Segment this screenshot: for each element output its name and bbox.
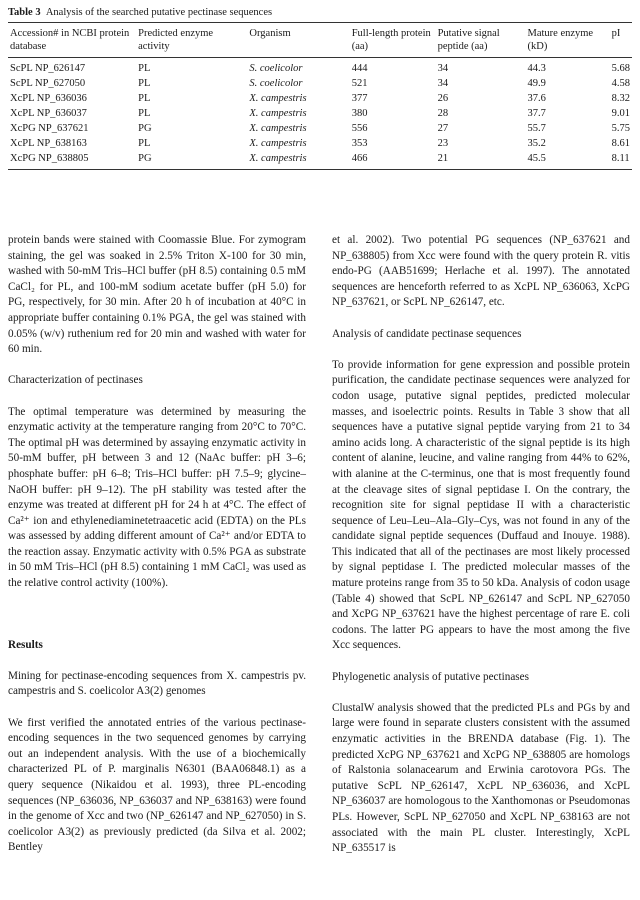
table-cell: 37.7 <box>527 108 546 119</box>
table-row <box>8 151 632 170</box>
table-caption-text: Analysis of the searched putative pectinase sequences <box>45 7 273 18</box>
left-column <box>8 233 306 856</box>
table-cell: 35.2 <box>527 138 546 149</box>
table-cell: 21 <box>436 151 526 170</box>
table-cell: 377 <box>351 93 368 104</box>
paragraph-analysis: To provide information for gene expression and possible protein purification, the candidate pectinase sequences were analyzed for codon usage, putative signal peptides, predicted molecular masses, and isoelectric points. Results in Table 3 show that all sequences have a putative signal peptide varying from 21 to 34 amino acids long. A characteristic of the signal peptide is its high content of alanine, leucine, and valine ranging from 44% to 62%, with alanine at the C-terminus, one that is most frequently found at the cleavage sites of signal peptidase I. On the contrary, the recognition site for signal peptidase II with a characteristic sequence of Leu–Leu–Ala–Gly–Cys, was not found in any of the candidate signal peptide sequences (Duffaud and Inouye. 1988). This indicated that all of the pectinases are most likely processed by signal peptidase I. The predicted molecular masses of the mature proteins range from 35 to 50 kDa. Analysis of codon usage (Table 4) showed that ScPL NP_626147 and ScPL NP_627050 and XcPG NP_637621 have the highest percentage of rare E. coli codons. The latter PG appears to have the most among the five Xcc sequences. <box>332 358 630 652</box>
table-cell: 444 <box>351 63 368 74</box>
paragraph-zymogram: protein bands were stained with Coomassie Blue. For zymogram staining, the gel was soaked in 2.5% Triton X-100 for 30 min, washed with 50-mM Tris–HCl buffer (pH 8.5) containing 0.5 mM CaCl₂ for PL, and 100-mM sodium acetate buffer (pH 5.0) for PG, respectively, for 30 min. After 20 h of incubation at 40°C in appropriate buffer containing 0.1% PGA, the gel was stained with 0.05% (w/v) ruthenium red for 20 min and washed with water for 60 min. <box>8 234 306 356</box>
table-cell: XcPL NP_636036 <box>10 93 87 104</box>
heading-results: Results <box>8 638 43 651</box>
table-row <box>8 58 632 77</box>
header-organism: Organism <box>247 23 349 58</box>
table-cell: 55.7 <box>527 123 546 134</box>
header-signal-peptide: Putative signal peptide (aa) <box>436 23 526 58</box>
paragraph-characterization: The optimal temperature was determined by measuring the enzymatic activity at the temperature ranging from 20°C to 70°C. The optimal pH was determined by assaying enzymatic activity in 50-mM buffer, pH between 3 and 12 (NaAc buffer: pH 3–6; phosphate buffer: pH 6–8; Tris–HCl buffer: pH 7.5–9; glycine–NaOH buffer: pH 9–12). The pH stability was tested after the enzyme was treated at different pH for 24 h at 4°C. The effect of Ca²⁺ ion and ethylenediaminetetraacetic acid (EDTA) on the PLs was assessed by adding different amount of Ca²⁺ and/or EDTA to the reaction assay. Enzymatic activity with 0.5% PGA as substrate in 50 mM Tris–HCl (pH 8.5) containing 1 mM CaCl₂ was used as the relative control activity (100%). <box>8 405 306 590</box>
table-cell: S. coelicolor <box>249 63 303 74</box>
table-row <box>8 121 632 136</box>
table-cell: PG <box>138 123 152 134</box>
table-cell: 8.61 <box>611 138 630 149</box>
header-pi: pI <box>610 23 632 58</box>
table-row <box>8 91 632 106</box>
table-cell: 34 <box>437 78 449 89</box>
header-mature-enzyme: Mature enzyme (kD) <box>526 23 610 58</box>
header-accession: Accession# in NCBI protein database <box>8 23 136 58</box>
table-cell: 466 <box>350 151 436 170</box>
table-cell: ScPL NP_627050 <box>10 78 86 89</box>
table-cell: 353 <box>351 138 368 149</box>
table-cell: XcPL NP_638163 <box>10 138 87 149</box>
table-cell: PG <box>136 151 247 170</box>
table-cell: X. campestris <box>249 138 307 149</box>
table-cell: ScPL NP_626147 <box>10 63 86 74</box>
table-cell: 5.75 <box>611 123 630 134</box>
table-caption <box>8 6 632 20</box>
table-cell: 23 <box>437 138 449 149</box>
right-column <box>332 233 630 857</box>
table-cell: 9.01 <box>611 108 630 119</box>
table-cell: 380 <box>351 108 368 119</box>
table-cell: 556 <box>351 123 368 134</box>
table-cell: S. coelicolor <box>249 78 303 89</box>
table-row <box>8 106 632 121</box>
table-cell: 28 <box>437 108 449 119</box>
table-cell: X. campestris <box>249 108 307 119</box>
paragraph-phylogenetic: ClustalW analysis showed that the predicted PLs and PGs by and large were found in separate clusters consistent with the assumed enzymatic activities in the BRENDA database (Fig. 1). The predicted XcPG NP_637621 and XcPG NP_638805 are homologs of Ralstonia solanacearum and Erwinia carotovora PGs. The putative ScPL NP_626147, XcPL NP_636036, and XcPL NP_636037 are homologous to the Xanthomonas or Pseudomonas PLs. However, ScPL NP_627050 and XcPL NP_638163 are not associated with the main PL cluster. Interestingly, XcPL NP_635517 is <box>332 701 630 855</box>
table-cell: 5.68 <box>611 63 630 74</box>
table-header-row <box>8 23 632 58</box>
table-cell: X. campestris <box>249 123 307 134</box>
header-full-length: Full-length protein (aa) <box>350 23 436 58</box>
table-cell: PL <box>138 78 151 89</box>
table-cell: 26 <box>437 93 449 104</box>
heading-mining: Mining for pectinase-encoding sequences from X. campestris pv. campestris and S. coelicolor A3(2) genomes <box>8 669 306 698</box>
table-cell: PL <box>138 108 151 119</box>
table-cell: 44.3 <box>527 63 546 74</box>
heading-analysis: Analysis of candidate pectinase sequences <box>332 327 522 340</box>
table-cell: 27 <box>437 123 449 134</box>
table-cell: 8.11 <box>610 151 632 170</box>
table-cell: XcPG NP_638805 <box>8 151 136 170</box>
heading-phylogenetic: Phylogenetic analysis of putative pectinases <box>332 670 529 683</box>
table-cell: PL <box>138 138 151 149</box>
table-cell: 49.9 <box>527 78 546 89</box>
table-cell: PL <box>138 63 151 74</box>
pectinase-table <box>8 22 632 170</box>
table-cell: 4.58 <box>611 78 630 89</box>
paragraph-mining: We first verified the annotated entries of the various pectinase-encoding sequences in the two sequenced genomes by carrying out an independent analysis. With the use of a biochemically characterized PL of P. marginalis N6301 (BAA06848.1) as a query sequence (Nikaidou et al. 1993), three PL-encoding sequences (NP_636036, NP_636037 and NP_638163) were found in the genome of Xcc and two (NP_626147 and NP_627050) in S. coelicolor A3(2) as previously predicted (da Silva et al. 2002; Bentley <box>8 716 306 854</box>
table-row <box>8 136 632 151</box>
heading-characterization: Characterization of pectinases <box>8 374 143 387</box>
table-cell: XcPL NP_636037 <box>10 108 87 119</box>
table-cell: 521 <box>351 78 368 89</box>
table-caption-number: Table 3 <box>8 7 41 18</box>
table-cell: X. campestris <box>247 151 349 170</box>
table-body <box>8 58 632 170</box>
table-cell: X. campestris <box>249 93 307 104</box>
table-cell: PL <box>138 93 151 104</box>
table-cell: 8.32 <box>611 93 630 104</box>
table-cell: 37.6 <box>527 93 546 104</box>
table-cell: 34 <box>437 63 449 74</box>
table-cell: 45.5 <box>526 151 610 170</box>
paragraph-pg-sequences: et al. 2002). Two potential PG sequences (NP_637621 and NP_638805) from Xcc were found with the query protein R. vitis endo-PG (AAB51699; Herlache et al. 1997). The annotated sequences are henceforth referred to as XcPL NP_636063, XcPG NP_637621, or ScPL NP_626147, etc. <box>332 234 630 309</box>
table-cell: XcPG NP_637621 <box>10 123 89 134</box>
header-activity: Predicted enzyme activity <box>136 23 247 58</box>
table-row <box>8 76 632 91</box>
